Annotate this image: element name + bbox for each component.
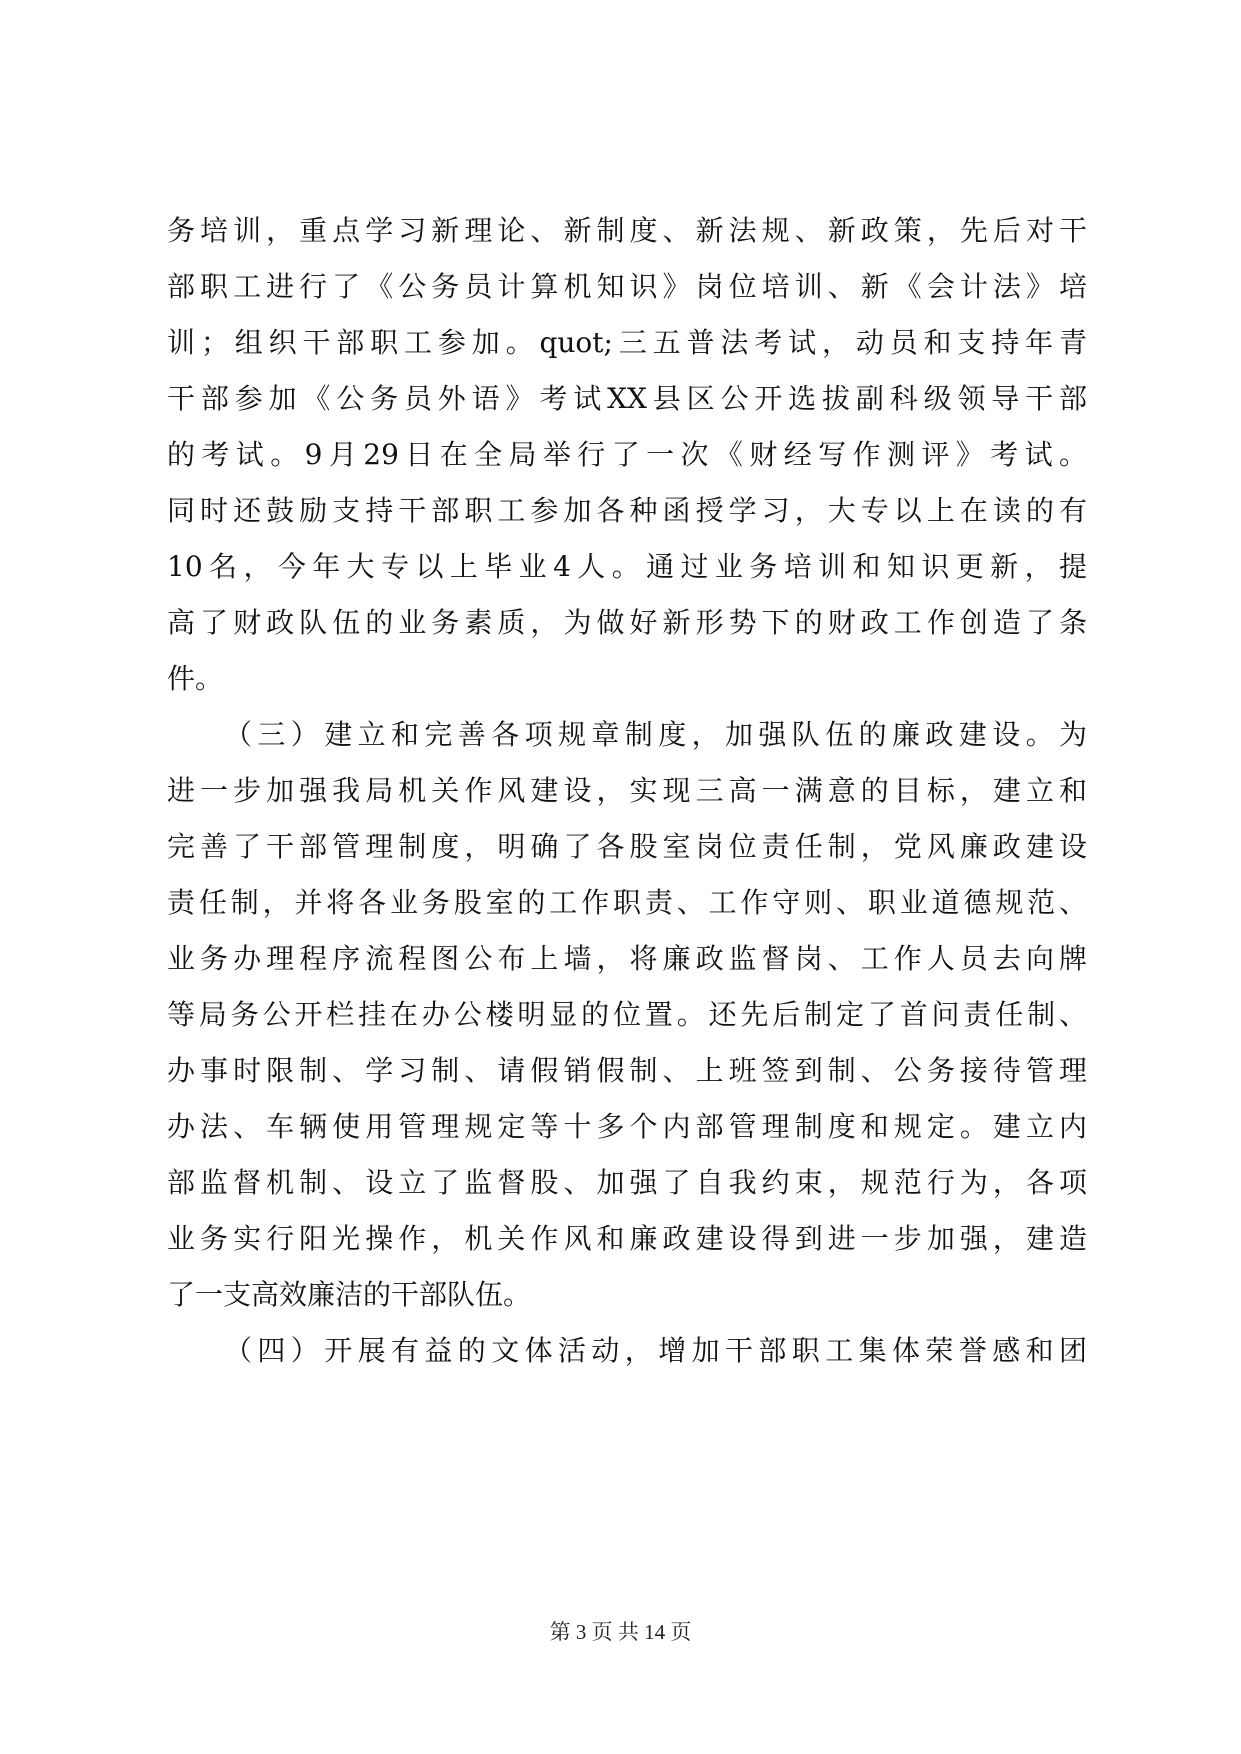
body-text-line: 干部参加《公务员外语》考试XX县区公开选拔副科级领导干部 [167, 382, 1087, 415]
section-heading-line: （四）开展有益的文体活动，增加干部职工集体荣誉感和团 [224, 1334, 1087, 1367]
body-text-line: 了一支高效廉洁的干部队伍。 [167, 1278, 532, 1311]
body-text-line: 同时还鼓励支持干部职工参加各种函授学习，大专以上在读的有 [167, 494, 1087, 527]
body-text-line: 进一步加强我局机关作风建设，实现三高一满意的目标，建立和 [167, 774, 1087, 807]
body-text-line: 的考试。9月29日在全局举行了一次《财经写作测评》考试。 [167, 438, 1087, 471]
page-number-footer: 第 3 页 共 14 页 [549, 1620, 692, 1644]
body-text-line: 业务实行阳光操作，机关作风和廉政建设得到进一步加强，建造 [167, 1222, 1087, 1255]
body-text-line: 等局务公开栏挂在办公楼明显的位置。还先后制定了首问责任制、 [167, 998, 1087, 1031]
body-text-line: 完善了干部管理制度，明确了各股室岗位责任制，党风廉政建设 [167, 830, 1087, 863]
body-text-line: 训；组织干部职工参加。quot;三五普法考试，动员和支持年青 [167, 326, 1087, 359]
body-text-line: 业务办理程序流程图公布上墙，将廉政监督岗、工作人员去向牌 [167, 942, 1087, 975]
body-text-line: 高了财政队伍的业务素质，为做好新形势下的财政工作创造了条 [167, 606, 1087, 639]
body-text-line: 10名，今年大专以上毕业4人。通过业务培训和知识更新，提 [167, 550, 1087, 583]
body-text-line: 件。 [167, 662, 224, 695]
body-text-line: 责任制，并将各业务股室的工作职责、工作守则、职业道德规范、 [167, 886, 1087, 919]
body-text-line: 部职工进行了《公务员计算机知识》岗位培训、新《会计法》培 [167, 270, 1087, 303]
body-text-line: 务培训，重点学习新理论、新制度、新法规、新政策，先后对干 [167, 214, 1087, 247]
body-text-line: 部监督机制、设立了监督股、加强了自我约束，规范行为，各项 [167, 1166, 1087, 1199]
body-text-line: 办事时限制、学习制、请假销假制、上班签到制、公务接待管理 [167, 1054, 1087, 1087]
body-text-line: 办法、车辆使用管理规定等十多个内部管理制度和规定。建立内 [167, 1110, 1087, 1143]
section-heading-line: （三）建立和完善各项规章制度，加强队伍的廉政建设。为 [224, 718, 1087, 751]
